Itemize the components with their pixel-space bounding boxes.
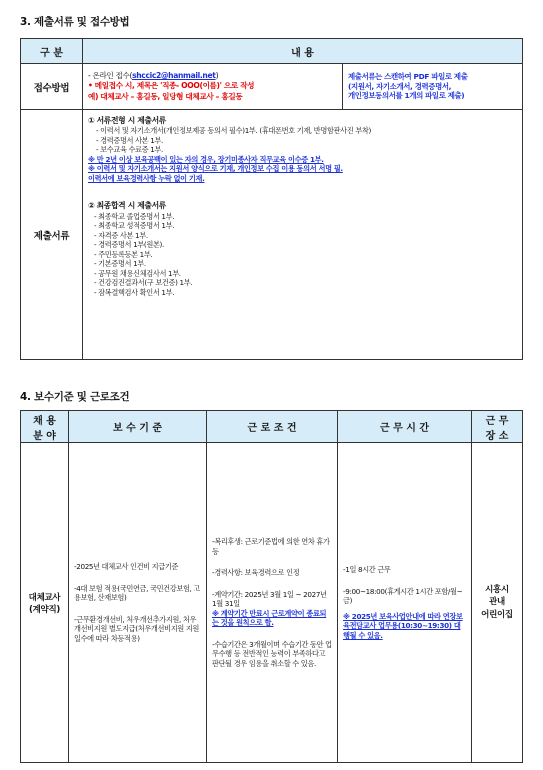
online-prefix: - 온라인 접수( bbox=[88, 71, 133, 81]
file-note-line1: 제출서류는 스캔하여 PDF 파일로 제출 bbox=[348, 71, 468, 81]
header-field bbox=[21, 411, 69, 443]
header-hours: 근 무 시 간 bbox=[338, 411, 472, 443]
stage1-item: - 보수교육 수료증 1부. bbox=[96, 145, 163, 155]
period-note: ※ 계약기간 만료시 근로계약이 종료되는 것을 원칙으로 함. bbox=[212, 608, 327, 627]
documents-row bbox=[21, 110, 523, 360]
documents-label: 제출서류 bbox=[21, 110, 83, 360]
pay-conditions-table bbox=[20, 410, 523, 763]
header-content: 내 용 bbox=[83, 39, 523, 64]
stage1-item: - 이력서 및 자기소개서(개인정보제공 동의서 필수)1부. (휴대폰번호 기재, 반명함판사진 부착) bbox=[96, 126, 371, 136]
stage2-docs-title: ② 최종합격 시 제출서류 bbox=[88, 201, 166, 211]
file-note-line3: 개인정보동의서를 1개의 파일로 제출) bbox=[348, 91, 465, 101]
pay-row bbox=[21, 443, 523, 763]
stage2-item: - 주민등록등본 1부. bbox=[94, 249, 153, 259]
pay-item: -근무환경개선비, 처우개선추가지원, 처우개선비지원 별도지급(처우개선비지원 지원일수에 따라 차등적용) bbox=[74, 614, 200, 643]
pay-item: -2025년 대체교사 인건비 지급기준 bbox=[74, 562, 179, 571]
stage2-item: - 최종학교 졸업증명서 1부. bbox=[94, 211, 175, 221]
stage2-item: - 자격증 사본 1부. bbox=[94, 230, 148, 240]
apply-method-row bbox=[21, 64, 523, 110]
header-pay: 보 수 기 준 bbox=[69, 411, 207, 443]
career-text: -경력사항: 보육경력으로 인정 bbox=[212, 568, 300, 577]
place-line2: 관내 bbox=[489, 597, 505, 608]
pay-header-row bbox=[21, 411, 523, 443]
place-line3: 어린이집 bbox=[481, 609, 513, 620]
stage2-item: - 기본증명서 1부. bbox=[94, 259, 146, 269]
header-place-line1: 근 무 bbox=[485, 415, 509, 427]
submission-table bbox=[20, 38, 523, 360]
stage2-item: - 잠복결핵검사 확인서 1부. bbox=[94, 287, 175, 297]
email-subject-example: 예) 대체교사 – 홍길동, 일당형 대체교사 – 홍길동 bbox=[88, 91, 243, 101]
section3-title: 3. 제출서류 및 접수방법 bbox=[20, 16, 130, 28]
period-text: -계약기간: 2025년 3월 1일 ~ 2027년 1월 31일 bbox=[212, 589, 327, 608]
apply-file-note bbox=[343, 64, 523, 110]
apply-method-label: 접수방법 bbox=[21, 64, 83, 110]
place-cell bbox=[472, 443, 523, 763]
stage2-item: - 경력증명서 1부(원본). bbox=[94, 240, 164, 250]
header-place bbox=[472, 411, 523, 443]
stage1-docs-title: ① 서류전형 시 제출서류 bbox=[88, 116, 166, 125]
hours-line2: -9:00~18:00(휴게시간 1시간 포함/월~금) bbox=[343, 586, 463, 605]
stage1-item: - 경력증명서 사본 1부. bbox=[96, 135, 163, 145]
docs-note: ※ 만 2년 이상 보육공백이 있는 자의 경우, 장기미종사자 직무교육 이수증 1부. bbox=[88, 154, 324, 164]
email-subject-rule: • 메일접수 시, 제목은 '직종- OOO(이름)' 으로 작성 bbox=[88, 81, 255, 91]
conditions-cell bbox=[207, 443, 338, 763]
hours-note: ※ 2025년 보육사업안내에 따라 연장보육전담교사 업무용(10:30~19:30) 대행될 수 있음. bbox=[343, 611, 463, 640]
documents-content bbox=[83, 110, 523, 360]
apply-method-content bbox=[83, 64, 343, 110]
field-line1: 대체교사 bbox=[28, 592, 61, 603]
section4-title: 4. 보수기준 및 근로조건 bbox=[20, 391, 130, 403]
submission-header-row bbox=[21, 39, 523, 64]
apply-email-link[interactable]: shccic2@hanmail.net bbox=[132, 71, 216, 81]
header-category: 구 분 bbox=[21, 39, 83, 64]
stage2-item: - 최종학교 성적증명서 1부. bbox=[94, 221, 175, 231]
stage2-item: - 공무원 채용신체검사서 1부. bbox=[94, 268, 181, 278]
header-field-line1: 채 용 bbox=[33, 415, 56, 427]
probation-text: -수습기간은 3개월이며 수습기간 동안 업무수행 등 전반적인 능력이 부족하다고 판단될 경우 임용을 취소할 수 있음. bbox=[212, 639, 332, 668]
pay-item: -4대 보험 적용(국민연금, 국민건강보험, 고용보험, 산재보험) bbox=[74, 583, 201, 602]
file-note-line2: (지원서, 자기소개서, 경력증명서, bbox=[348, 81, 452, 91]
field-cell bbox=[21, 443, 69, 763]
docs-note: 이력서에 보육경력사항 누락 없이 기재. bbox=[88, 173, 205, 183]
online-suffix: ) bbox=[215, 71, 219, 81]
hours-line1: -1일 8시간 근무 bbox=[343, 565, 391, 574]
place-line1: 시흥시 bbox=[485, 585, 509, 596]
welfare-text: -복리후생: 근로기준법에 의한 연차 휴가 등 bbox=[212, 537, 330, 556]
pay-cell bbox=[69, 443, 207, 763]
header-place-line2: 장 소 bbox=[485, 430, 509, 442]
field-line2: (계약직) bbox=[29, 604, 60, 615]
stage2-item: - 건강검진결과서(구 보건증) 1부. bbox=[94, 278, 193, 288]
header-field-line2: 분 야 bbox=[33, 430, 56, 442]
docs-note: ※ 이력서 및 자기소개서는 지원서 양식으로 기재, 개인정보 수집 이용 동의서 서명 필. bbox=[88, 164, 343, 174]
hours-cell bbox=[338, 443, 472, 763]
header-conditions: 근 로 조 건 bbox=[207, 411, 338, 443]
